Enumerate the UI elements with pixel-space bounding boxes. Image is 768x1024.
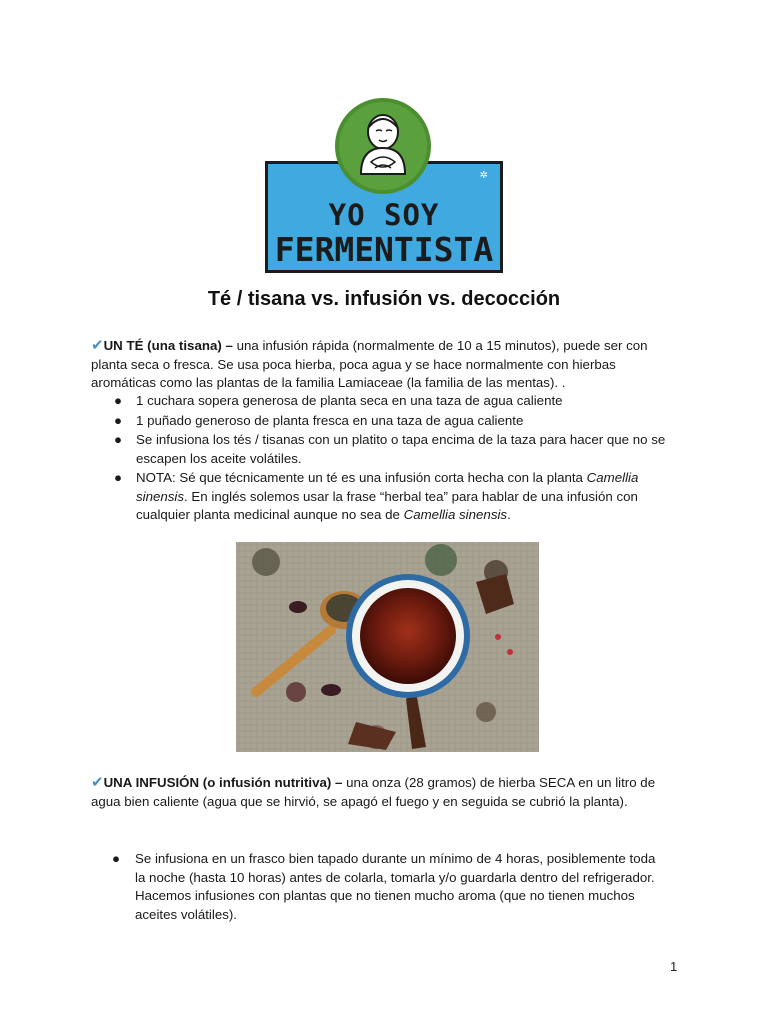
bullet-icon: ● — [114, 470, 123, 485]
section-infusion-body: una onza (28 gramos) de hierba SECA en un litro de agua bien caliente (agua que se hirvió, se apagó el fuego y en seguida se cubrió la planta). — [91, 775, 656, 809]
list-item: ● 1 cuchara sopera generosa de planta seca en una taza de agua caliente — [114, 392, 674, 411]
bullet-icon: ● — [112, 851, 121, 866]
list-item: ● Se infusiona en un frasco bien tapado durante un mínimo de 4 horas, posiblemente toda la noche (hasta 10 horas) antes de colarla, tomarla y/o guardarla dentro del refrigerador. Hacemos infusiones con plantas que no tienen mucho aroma (que no tienen muchos aceites volátiles). — [112, 851, 656, 922]
bullet-icon: ● — [114, 432, 123, 447]
logo-face-emblem — [335, 98, 431, 194]
bullet-icon: ● — [114, 393, 123, 408]
section-infusion-bullets — [112, 850, 657, 925]
checkmark-icon: ✔ — [91, 337, 104, 354]
sparkle-icon: ✲ — [479, 170, 488, 181]
list-item-note: ● NOTA: Sé que técnicamente un té es una infusión corta hecha con la planta Camellia sinensis. En inglés solemos usar la frase “herbal tea” para hablar de una infusión con cualquier planta medicinal aunque no sea de Camellia sinensis. — [114, 470, 639, 522]
page-number: 1 — [670, 959, 678, 974]
section-infusion-paragraph — [91, 774, 681, 811]
brand-logo — [265, 98, 503, 276]
section-te-body: una infusión rápida (normalmente de 10 a 15 minutos), puede ser con planta seca o fresca. Se usa poca hierba, poca agua y se hace normalmente con hierbas aromáticas como las plantas de la familia Lamiaceae (la familia de las mentas). . — [91, 338, 648, 390]
list-item: ● 1 puñado generoso de planta fresca en una taza de agua caliente — [114, 412, 674, 431]
section-infusion-heading: UNA INFUSIÓN (o infusión nutritiva) – — [103, 775, 343, 790]
section-te-bullets — [114, 392, 674, 526]
bullet-icon: ● — [114, 412, 123, 428]
tea-cup-photo — [236, 542, 539, 752]
logo-text-line1: YO SOY — [328, 198, 440, 232]
logo-text-line2: FERMENTISTA — [274, 230, 494, 269]
section-te-paragraph — [91, 337, 681, 393]
page-title: Té / tisana vs. infusión vs. decocción — [207, 288, 561, 310]
section-te-heading: UN TÉ (una tisana) – — [103, 338, 233, 353]
list-item: ● Se infusiona los tés / tisanas con un platito o tapa encima de la taza para hacer que no se escapen los aceite volátiles. — [114, 432, 666, 466]
checkmark-icon: ✔ — [91, 774, 104, 791]
